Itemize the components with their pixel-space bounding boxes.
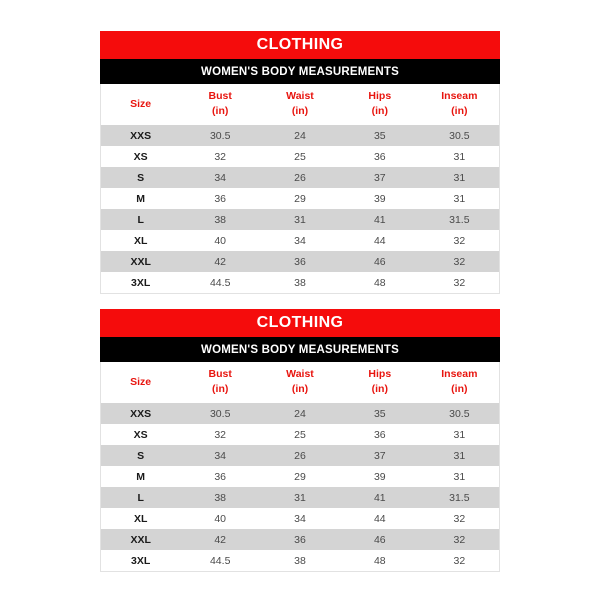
cell-size: S: [137, 171, 145, 184]
cell-inseam: 30.5: [449, 129, 470, 142]
column-header-unit: (in): [291, 105, 309, 118]
column-header-unit: (in): [291, 383, 309, 396]
cell-size: 3XL: [131, 554, 151, 567]
table-row: [101, 167, 500, 188]
cell-bust: 30.5: [209, 129, 231, 142]
column-header-waist: [260, 362, 340, 403]
cell-bust: 44.5: [209, 276, 231, 289]
column-header-inseam: [420, 362, 500, 403]
chart-title-banner: CLOTHING: [100, 31, 500, 59]
cell-waist: 24: [294, 129, 306, 142]
cell-inseam: 31: [453, 192, 466, 205]
column-header-waist: [260, 84, 340, 125]
cell-size: M: [136, 192, 146, 205]
cell-hips: 44: [373, 234, 386, 247]
cell-waist: 24: [294, 407, 306, 420]
cell-bust: 40: [214, 512, 227, 525]
cell-waist: 31: [294, 213, 306, 226]
column-header-unit: (in): [451, 105, 468, 118]
chart-subtitle-banner: WOMEN'S BODY MEASUREMENTS: [100, 337, 500, 362]
column-header-hips: [340, 84, 420, 125]
table-row: [101, 487, 500, 508]
cell-hips: 36: [373, 428, 386, 441]
cell-inseam: 31: [453, 470, 466, 483]
cell-size: S: [137, 449, 145, 462]
cell-hips: 46: [373, 533, 386, 546]
cell-bust: 34: [214, 449, 227, 462]
cell-bust: 40: [214, 234, 227, 247]
cell-hips: 39: [373, 470, 386, 483]
cell-hips: 39: [373, 192, 386, 205]
column-header-size: [101, 84, 181, 125]
table-body: [101, 403, 500, 572]
cell-waist: 26: [294, 171, 306, 184]
cell-size: XXL: [130, 255, 151, 268]
cell-bust: 38: [214, 491, 227, 504]
column-header-label: Inseam: [441, 90, 478, 102]
cell-size: L: [137, 491, 144, 504]
table-row: [101, 146, 500, 167]
chart-subtitle-banner: WOMEN'S BODY MEASUREMENTS: [100, 59, 500, 84]
cell-inseam: 32: [453, 554, 466, 567]
cell-hips: 37: [373, 171, 386, 184]
cell-inseam: 32: [453, 533, 466, 546]
column-header-label: Waist: [286, 368, 314, 380]
column-header-size: [101, 362, 181, 403]
cell-waist: 38: [294, 554, 306, 567]
cell-bust: 36: [214, 470, 227, 483]
cell-size: XS: [133, 428, 148, 441]
cell-hips: 48: [373, 276, 386, 289]
cell-bust: 32: [214, 150, 227, 163]
cell-size: 3XL: [131, 276, 151, 289]
cell-size: L: [137, 213, 144, 226]
cell-hips: 36: [373, 150, 386, 163]
cell-hips: 41: [373, 491, 386, 504]
cell-waist: 36: [294, 255, 306, 268]
cell-waist: 38: [294, 276, 306, 289]
column-header-unit: (in): [451, 383, 468, 396]
cell-size: XL: [133, 512, 148, 525]
cell-hips: 35: [373, 129, 386, 142]
measurements-table: [100, 362, 500, 572]
size-chart-block-1: [100, 31, 500, 294]
cell-inseam: 31: [453, 449, 466, 462]
cell-inseam: 32: [453, 255, 466, 268]
table-row: [101, 424, 500, 445]
column-header-unit: (in): [371, 383, 388, 396]
chart-title-banner: CLOTHING: [100, 309, 500, 337]
table-header: [101, 362, 500, 403]
cell-bust: 44.5: [209, 554, 231, 567]
column-header-label: Bust: [208, 368, 232, 380]
cell-inseam: 31.5: [449, 213, 470, 226]
table-header: [101, 84, 500, 125]
cell-hips: 46: [373, 255, 386, 268]
cell-bust: 36: [214, 192, 227, 205]
cell-waist: 36: [294, 533, 306, 546]
cell-inseam: 32: [453, 276, 466, 289]
cell-size: XXS: [130, 407, 152, 420]
cell-waist: 31: [294, 491, 306, 504]
column-header-bust: [180, 362, 260, 403]
column-header-unit: (in): [371, 105, 388, 118]
column-header-unit: (in): [212, 105, 229, 118]
measurements-table: [100, 84, 500, 294]
cell-bust: 34: [214, 171, 227, 184]
cell-hips: 48: [373, 554, 386, 567]
cell-waist: 29: [294, 470, 306, 483]
size-chart-block-2: [100, 309, 500, 572]
cell-size: M: [136, 470, 146, 483]
cell-hips: 35: [373, 407, 386, 420]
cell-bust: 32: [214, 428, 227, 441]
cell-waist: 25: [294, 428, 306, 441]
table-header-row: [101, 362, 500, 403]
table-row: [101, 209, 500, 230]
cell-inseam: 31.5: [449, 491, 470, 504]
cell-inseam: 30.5: [449, 407, 470, 420]
table-row: [101, 403, 500, 424]
table-row: [101, 230, 500, 251]
cell-size: XXL: [130, 533, 151, 546]
column-header-label: Bust: [208, 90, 232, 102]
column-header-inseam: [420, 84, 500, 125]
cell-inseam: 32: [453, 512, 466, 525]
cell-waist: 25: [294, 150, 306, 163]
column-header-label: Size: [130, 375, 152, 388]
cell-inseam: 31: [453, 428, 466, 441]
cell-inseam: 31: [453, 150, 466, 163]
table-body: [101, 125, 500, 294]
column-header-label: Waist: [286, 90, 314, 102]
column-header-hips: [340, 362, 420, 403]
table-row: [101, 466, 500, 487]
cell-waist: 29: [294, 192, 306, 205]
cell-size: XS: [133, 150, 148, 163]
table-row: [101, 508, 500, 529]
cell-waist: 34: [294, 512, 306, 525]
column-header-label: Hips: [368, 90, 392, 102]
cell-waist: 26: [294, 449, 306, 462]
table-row: [101, 251, 500, 272]
cell-bust: 30.5: [209, 407, 231, 420]
cell-hips: 41: [373, 213, 386, 226]
cell-bust: 42: [214, 255, 227, 268]
column-header-unit: (in): [212, 383, 229, 396]
cell-size: XL: [133, 234, 148, 247]
cell-hips: 37: [373, 449, 386, 462]
cell-inseam: 31: [453, 171, 466, 184]
cell-waist: 34: [294, 234, 306, 247]
column-header-bust: [180, 84, 260, 125]
table-row: [101, 272, 500, 294]
cell-bust: 42: [214, 533, 227, 546]
table-row: [101, 550, 500, 572]
cell-size: XXS: [130, 129, 152, 142]
cell-inseam: 32: [453, 234, 466, 247]
table-row: [101, 188, 500, 209]
cell-hips: 44: [373, 512, 386, 525]
table-header-row: [101, 84, 500, 125]
column-header-label: Size: [130, 97, 152, 110]
table-row: [101, 125, 500, 146]
column-header-label: Inseam: [441, 368, 478, 380]
table-row: [101, 445, 500, 466]
column-header-label: Hips: [368, 368, 392, 380]
cell-bust: 38: [214, 213, 227, 226]
table-row: [101, 529, 500, 550]
